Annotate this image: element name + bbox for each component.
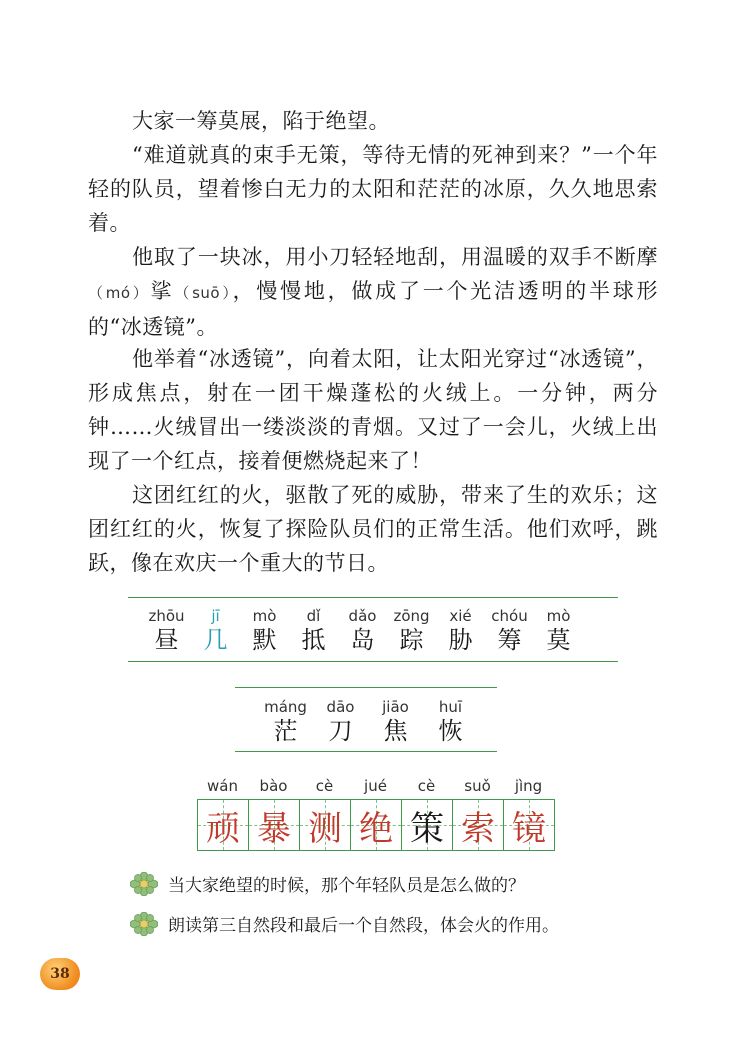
grid-cell	[401, 800, 452, 850]
grid-cell	[198, 800, 248, 850]
hanzi: 绝	[359, 808, 393, 849]
pinyin: zhōu	[148, 607, 185, 625]
question-text: 朗读第三自然段和最后一个自然段，体会火的作用。	[168, 916, 559, 936]
hanzi: 焦	[383, 717, 408, 745]
grid-cell	[248, 800, 299, 850]
paragraph-4: 他举着“冰透镜”，向着太阳，让太阳光穿过“冰透镜”，形成焦点，射在一团干燥蓬松的火绒上。一分钟，两分钟……火绒冒出一缕淡淡的青烟。又过了一会儿，火绒上出现了一个红点，接着便燃烧起来了！	[88, 347, 658, 473]
vocab-item	[485, 606, 534, 654]
vocab-item	[142, 606, 191, 654]
divider-line	[235, 751, 497, 752]
question-text: 当大家绝望的时候，那个年轻队员是怎么做的？	[168, 876, 525, 896]
hanzi: 暴	[257, 808, 291, 849]
pinyin: cè	[417, 777, 436, 795]
vocab-item	[338, 606, 387, 654]
hanzi: 踪	[399, 626, 424, 654]
flower-icon	[130, 912, 158, 936]
grid-cell	[299, 800, 350, 850]
page-number-badge	[40, 958, 80, 990]
hanzi: 抵	[301, 626, 326, 654]
pinyin-annotation: （mó）	[88, 284, 151, 302]
vocab-item	[368, 697, 423, 745]
hanzi: 昼	[154, 626, 179, 654]
pinyin: mò	[252, 607, 277, 625]
page-number: 38	[50, 966, 70, 982]
pinyin: zōng	[393, 607, 430, 625]
hanzi: 茫	[273, 717, 298, 745]
divider-line	[235, 687, 497, 688]
pinyin: dǎo	[348, 607, 377, 625]
grid-cell	[452, 800, 503, 850]
grid-cell	[503, 800, 554, 850]
question-1	[130, 871, 525, 896]
divider-line	[128, 661, 618, 662]
pinyin: jī	[211, 607, 220, 625]
paragraph-5: 这团红红的火，驱散了死的威胁，带来了生的欢乐；这团红红的火，恢复了探险队员们的正常生活。他们欢呼，跳跃，像在欢庆一个重大的节日。	[88, 483, 658, 575]
divider-line	[128, 597, 618, 598]
hanzi: 莫	[546, 626, 571, 654]
flower-icon	[130, 872, 158, 896]
pinyin: jìng	[514, 777, 543, 795]
hanzi: 刀	[328, 717, 353, 745]
paragraph-3-text-b: 挲	[150, 279, 175, 303]
hanzi: 岛	[350, 626, 375, 654]
hanzi: 胁	[448, 626, 473, 654]
pinyin: dāo	[326, 698, 355, 716]
hanzi: 几	[203, 626, 228, 654]
question-2	[130, 911, 559, 936]
pinyin: suǒ	[464, 777, 491, 795]
pinyin: dǐ	[306, 607, 321, 625]
pinyin: huī	[438, 698, 463, 716]
vocab-item	[387, 606, 436, 654]
vocab-item	[289, 606, 338, 654]
vocab-row-1	[142, 606, 583, 654]
hanzi: 测	[308, 808, 342, 849]
hanzi: 默	[252, 626, 277, 654]
pinyin: wán	[207, 777, 238, 795]
paragraph-3-text-a: 他取了一块冰，用小刀轻轻地刮，用温暖的双手不断摩	[132, 245, 658, 269]
vocab-item	[240, 606, 289, 654]
vocab-item	[191, 606, 240, 654]
paragraph-1: 大家一筹莫展，陷于绝望。	[132, 109, 390, 133]
hanzi: 索	[461, 808, 495, 849]
hanzi: 镜	[512, 808, 546, 849]
pinyin: máng	[264, 698, 307, 716]
writing-grid-pinyin	[197, 777, 554, 795]
pinyin: xié	[449, 607, 472, 625]
pinyin: bào	[259, 777, 288, 795]
pinyin: jué	[364, 777, 387, 795]
pinyin: mò	[546, 607, 571, 625]
hanzi: 顽	[206, 808, 240, 849]
vocab-item	[313, 697, 368, 745]
vocab-row-2	[258, 697, 478, 745]
vocab-item	[436, 606, 485, 654]
pinyin: chóu	[491, 607, 528, 625]
pinyin: cè	[315, 777, 334, 795]
pinyin-annotation: （suō）	[174, 284, 233, 302]
vocab-item	[258, 697, 313, 745]
hanzi: 筹	[497, 626, 522, 654]
paragraph-2: “难道就真的束手无策，等待无情的死神到来？”一个年轻的队员，望着惨白无力的太阳和茫茫的冰原，久久地思索着。	[88, 143, 658, 235]
vocab-item	[423, 697, 478, 745]
paragraph-3	[88, 240, 658, 344]
hanzi: 恢	[438, 717, 463, 745]
pinyin: jiāo	[382, 698, 409, 716]
hanzi: 策	[410, 808, 444, 849]
writing-grid	[197, 799, 555, 851]
vocab-item	[534, 606, 583, 654]
paragraph-3-text-c: ，慢慢地，做成了一个光洁透明的半球形的“冰透镜”。	[88, 279, 659, 339]
grid-cell	[350, 800, 401, 850]
